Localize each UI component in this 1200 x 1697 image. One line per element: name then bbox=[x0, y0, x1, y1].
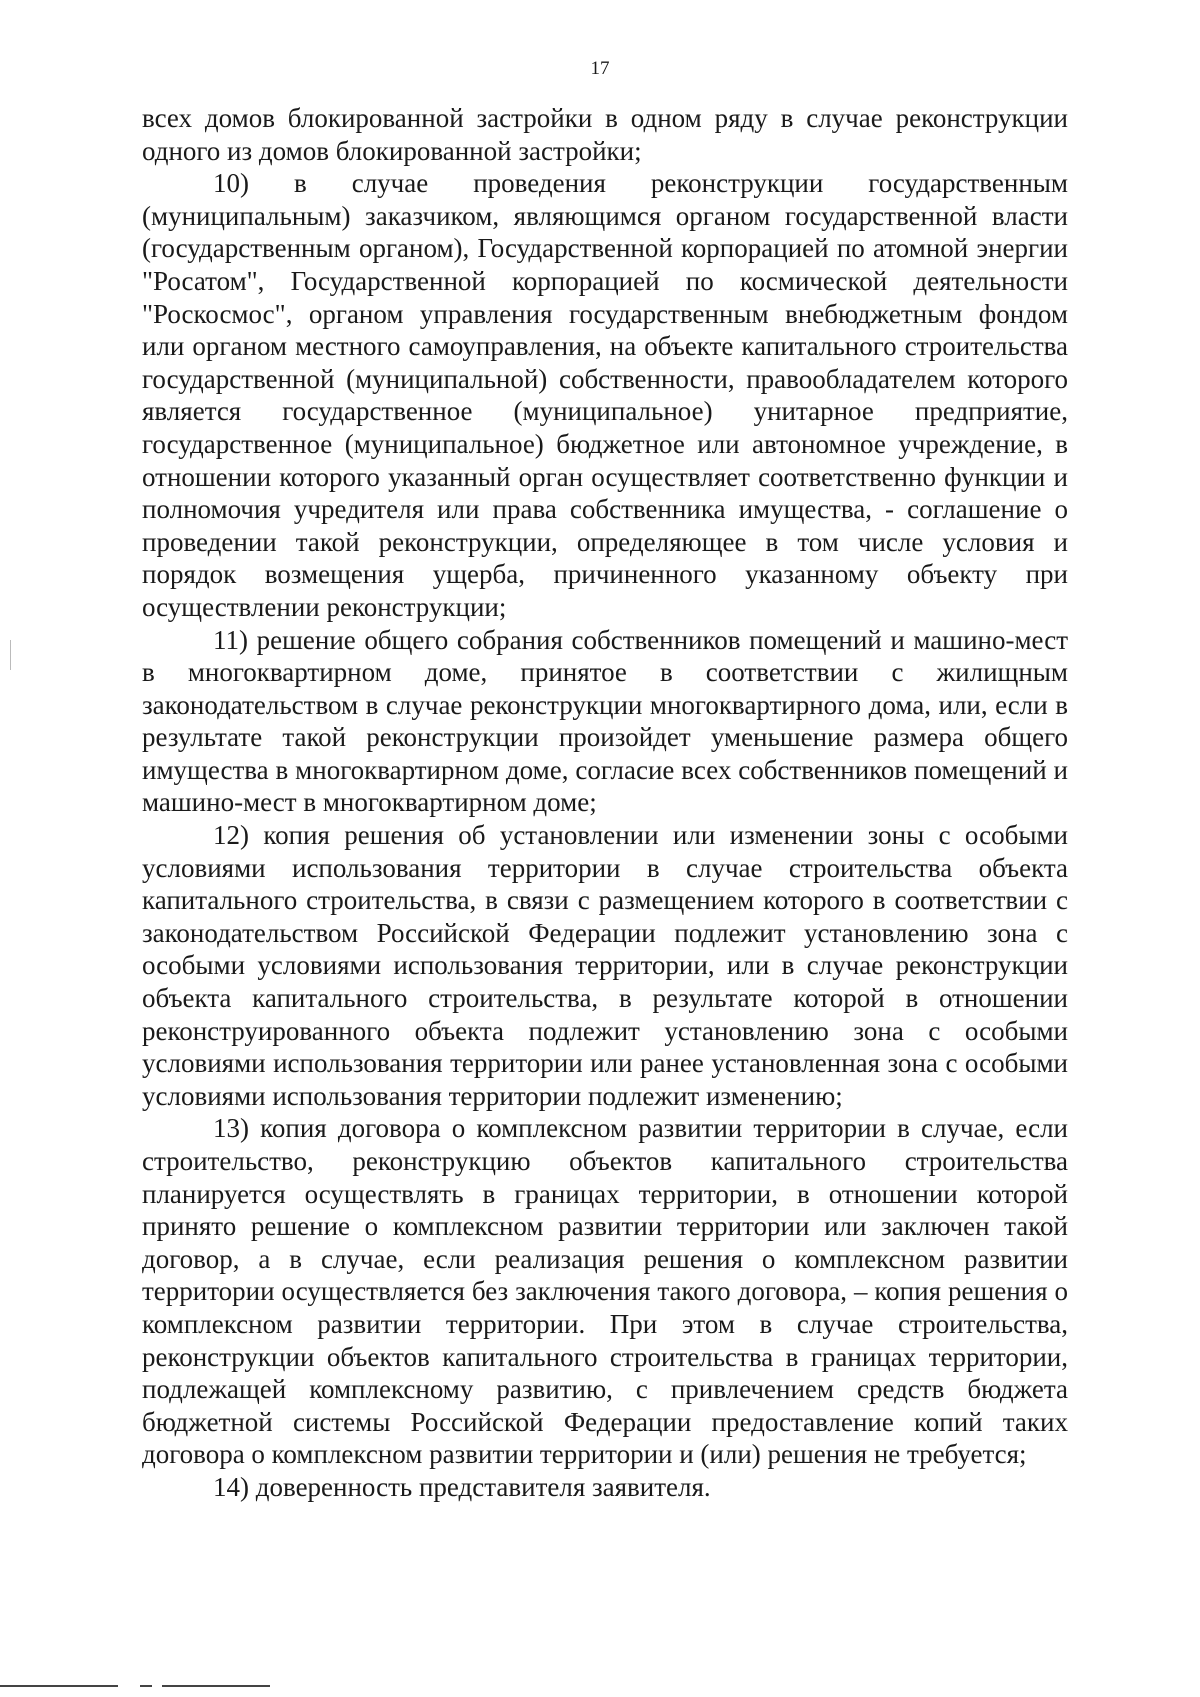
paragraph-item-13: 13) копия договора о комплексном развитии территории в случае, если строительство, реконструкцию объектов капитального строительства планируется осуществлять в границах территории, в отношении которой принято решение о комплексном развитии территории или заключен такой договор, а в случае, если реализация решения о комплексном развитии территории осуществляется без заключения такого договора, – копия решения о комплексном развитии территории. При этом в случае строительства, реконструкции объектов капитального строительства в границах территории, подлежащей комплексному развитию, с привлечением средств бюджета бюджетной системы Российской Федерации предоставление копий таких договора о комплексном развитии территории и (или) решения не требуется; bbox=[142, 1113, 1068, 1470]
footer-rule-dash bbox=[140, 1685, 152, 1687]
footer-rule-right bbox=[162, 1685, 270, 1687]
paragraph-continuation: всех домов блокированной застройки в одном ряду в случае реконструкции одного из домов блокированной застройки; bbox=[142, 103, 1068, 166]
paragraph-item-12: 12) копия решения об установлении или изменении зоны с особыми условиями использования территории в случае строительства объекта капитального строительства, в связи с размещением которого в соответствии с законодательством Российской Федерации подлежит установлению зона с особыми условиями использования территории, или в случае реконструкции объекта капитального строительства, в результате которой в отношении реконструированного объекта подлежит установлению зона с особыми условиями использования территории или ранее установленная зона с особыми условиями использования территории подлежит изменению; bbox=[142, 820, 1068, 1111]
footer-rule-left bbox=[0, 1685, 118, 1687]
paragraph-item-14: 14) доверенность представителя заявителя. bbox=[213, 1471, 711, 1502]
document-body bbox=[142, 102, 1068, 1504]
paragraph-item-11: 11) решение общего собрания собственников помещений и машино-мест в многоквартирном доме, принятое в соответствии с жилищным законодательством в случае реконструкции многоквартирного дома, или, если в результате такой реконструкции произойдет уменьшение размера общего имущества в многоквартирном доме, согласие всех собственников помещений и машино-мест в многоквартирном доме; bbox=[142, 624, 1068, 818]
scan-artifact-mark bbox=[10, 640, 11, 670]
page-number: 17 bbox=[590, 58, 610, 79]
paragraph-item-10: 10) в случае проведения реконструкции государственным (муниципальным) заказчиком, являющимся органом государственной власти (государственным органом), Государственной корпорацией по атомной энергии "Росатом", Государственной корпорацией по космической деятельности "Роскосмос", органом управления государственным внебюджетным фондом или органом местного самоуправления, на объекте капитального строительства государственной (муниципальной) собственности, правообладателем которого является государственное (муниципальное) унитарное предприятие, государственное (муниципальное) бюджетное или автономное учреждение, в отношении которого указанный орган осуществляет соответственно функции и полномочия учредителя или права собственника имущества, - соглашение о проведении такой реконструкции, определяющее в том числе условия и порядок возмещения ущерба, причиненного указанному объекту при осуществлении реконструкции; bbox=[142, 168, 1068, 622]
